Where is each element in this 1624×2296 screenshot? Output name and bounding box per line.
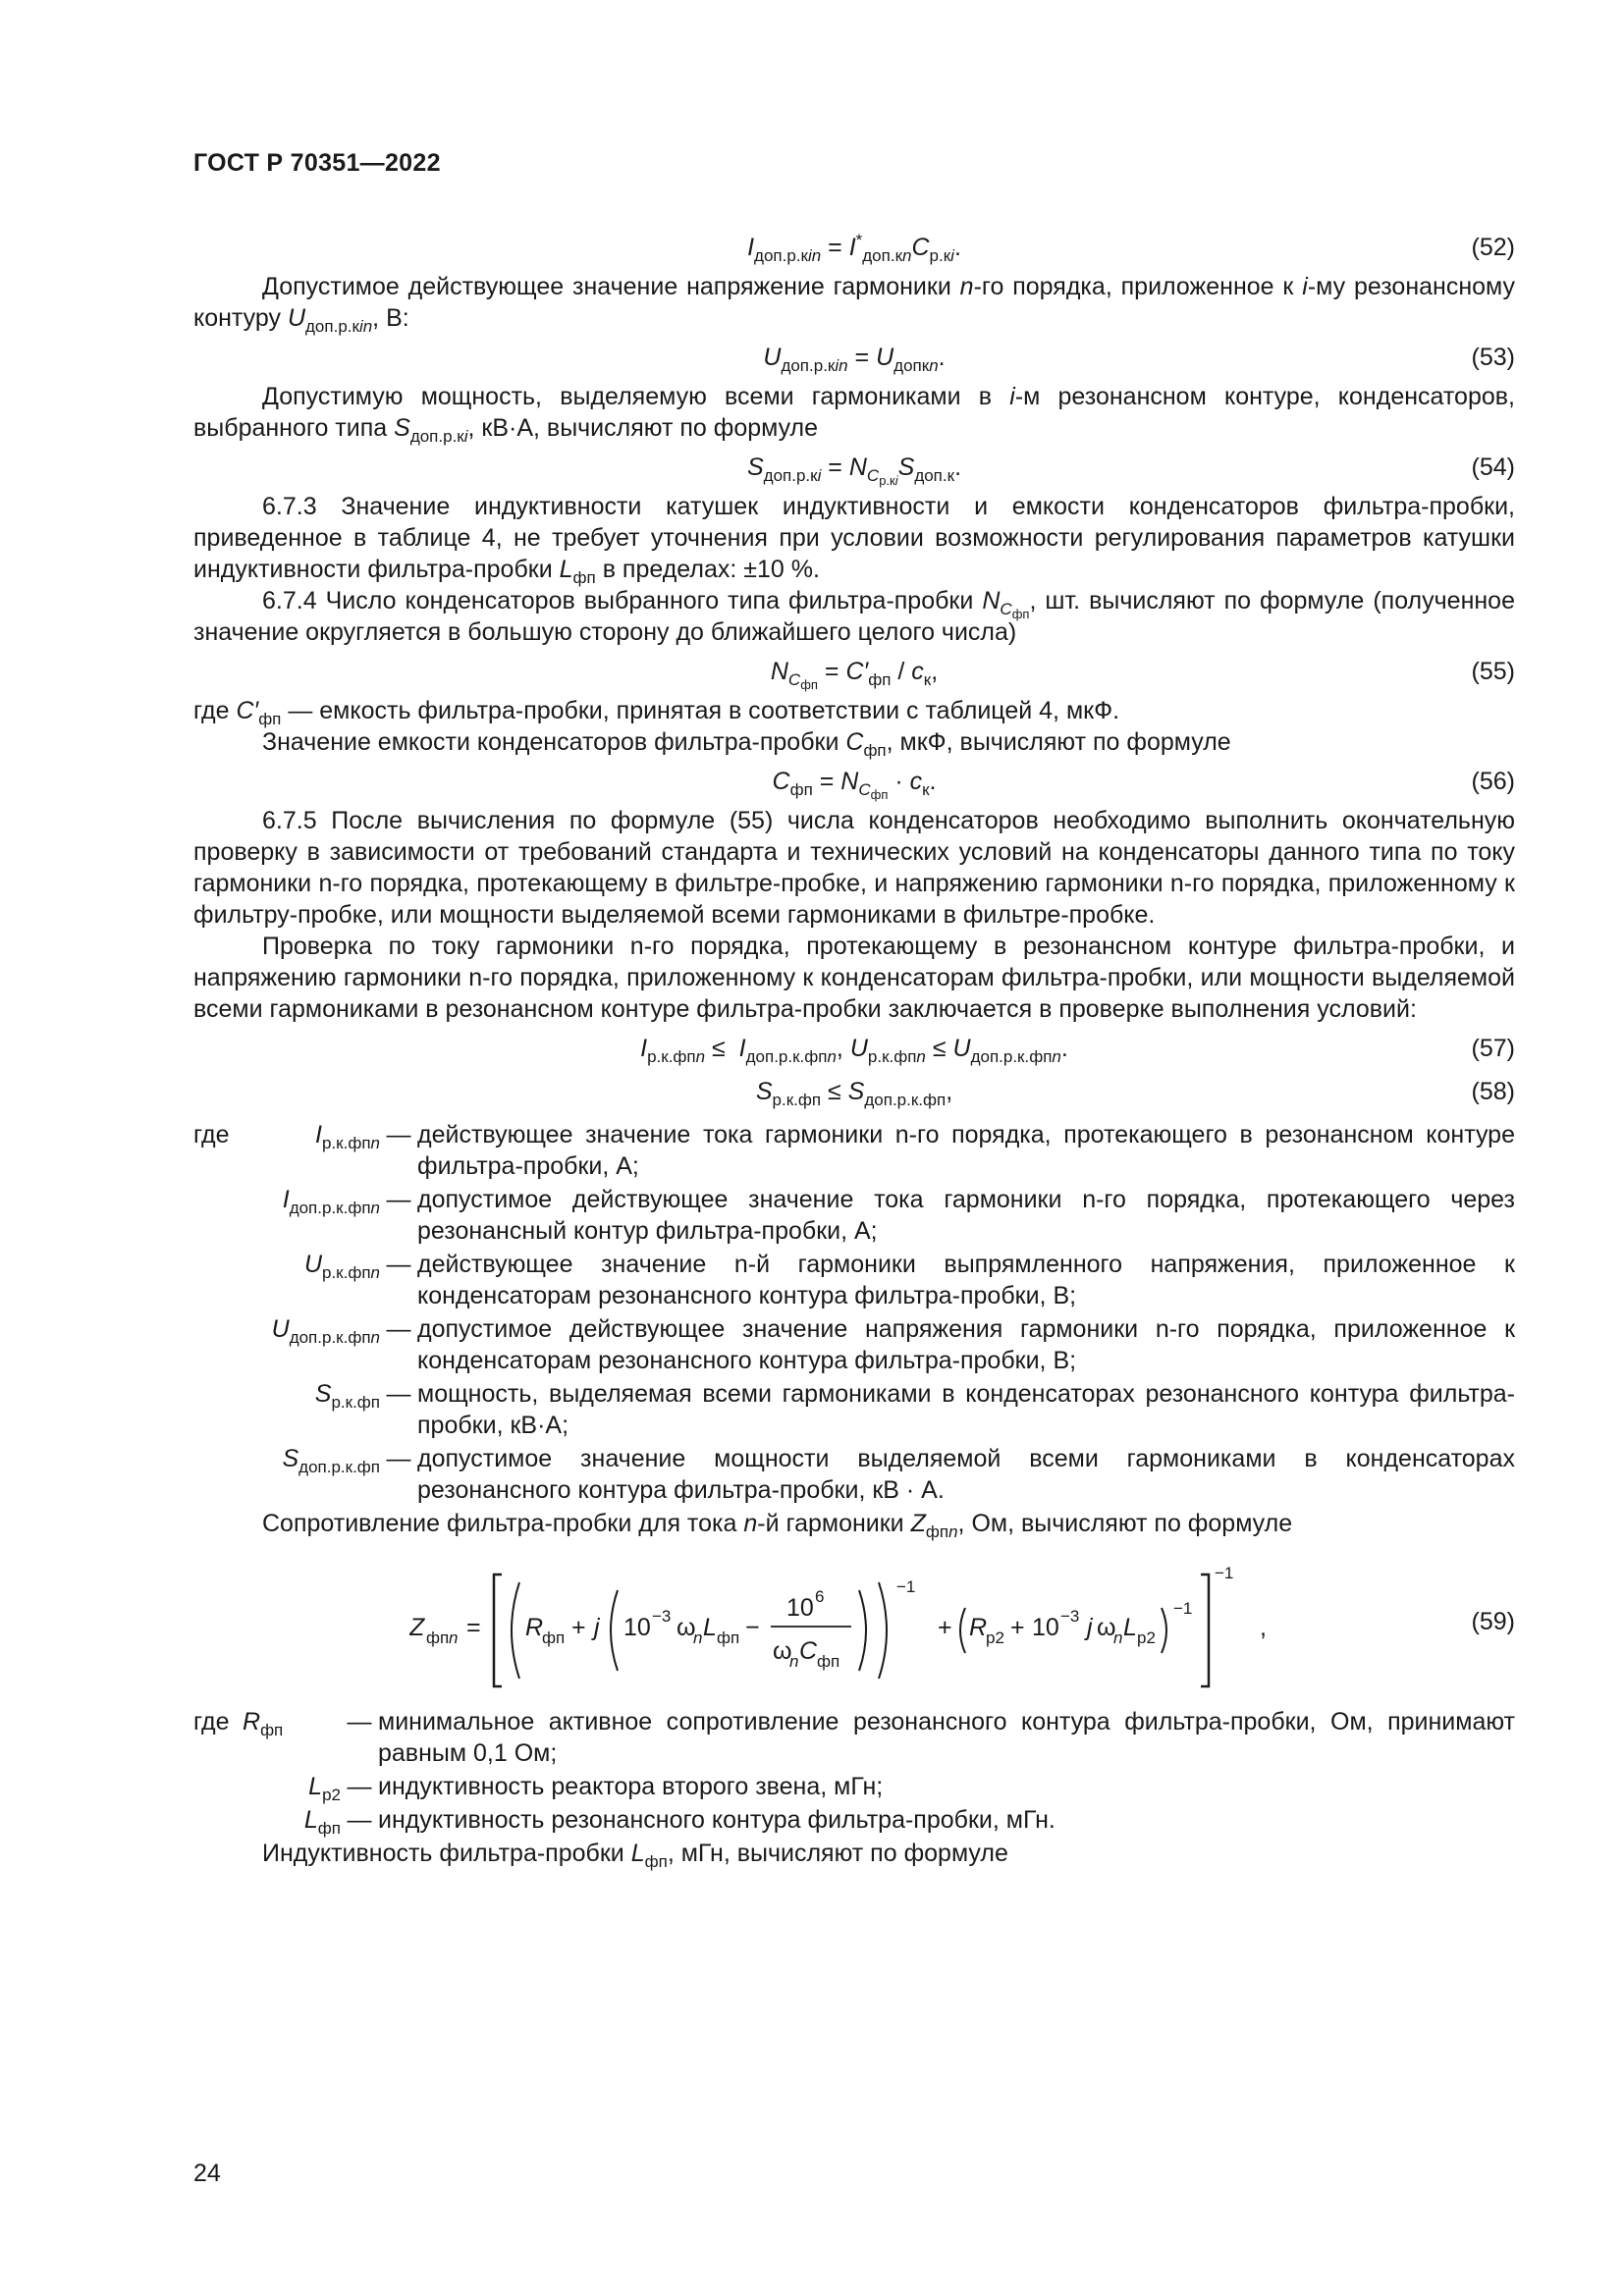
svg-text:−1: −1 (896, 1577, 916, 1596)
paragraph: 6.7.3 Значение индуктивности катушек индуктивности и емкости конденсаторов фильтра-пробки, приведенное в таблице 4, не требует уточнения при условии возможности регулирования параметров катушки индуктивности фильтра-пробки $L_{фп}$ в пределах: ±10 %. (193, 493, 1515, 587)
definitions-list (193, 1706, 1515, 1836)
equation-58 (193, 1072, 1515, 1111)
svg-text:L: L (703, 1614, 717, 1641)
svg-text:10: 10 (786, 1594, 814, 1622)
definition-item: $U_{р.к.фпn}$ — действующее значение n-й гармоники выпрямленного напряжения, приложенное к конденсаторам резонансного контура фильтра-пробки, В; (303, 1251, 1515, 1309)
svg-text:р2: р2 (1137, 1629, 1156, 1647)
page-content (193, 224, 1515, 1869)
svg-text:фп: фп (817, 1652, 840, 1671)
svg-text:−1: −1 (1173, 1599, 1193, 1618)
equation-57 (193, 1029, 1515, 1068)
paragraph: Сопротивление фильтра-пробки для тока n-й гармоники $Z_{фпn}$, Ом, вычисляют по формуле (262, 1510, 1293, 1541)
equation-54-expression: $S_{доп.р.кi} = N_{C_{р.кi}}S_{доп.к}$. (746, 454, 962, 488)
equation-number: (52) (1471, 234, 1515, 261)
svg-text:−1: −1 (1215, 1564, 1234, 1582)
svg-text:=: = (466, 1614, 481, 1641)
equation-number: (54) (1471, 454, 1515, 481)
svg-text:ω: ω (677, 1614, 696, 1641)
svg-text:j: j (594, 1614, 600, 1641)
svg-text:n: n (1113, 1629, 1123, 1647)
paragraph: где $C'_{фп}$ — емкость фильтра-пробки, принятая в соответствии с таблицей 4, мкФ. (193, 697, 1120, 728)
equation-55-expression: $N_{C_{фп}} = C'_{фп} / c_к$, (770, 658, 939, 692)
svg-text:+: + (938, 1614, 952, 1641)
svg-text:ω: ω (773, 1637, 792, 1665)
equation-53 (193, 338, 1515, 377)
paragraph: Допустимую мощность, выделяемую всеми гармониками в i-м резонансном контуре, конденсаторов, выбранного типа $S_{доп.р.кi}$, кВ·А, вычисляют по формуле (193, 383, 1515, 446)
equation-number: (53) (1471, 344, 1515, 371)
definition-item: $I_{доп.р.к.фпn}$ — допустимое действующее значение тока гармоники n-го порядка, протекающего через резонансный контур фильтра-пробки, А; (282, 1186, 1515, 1245)
svg-text:R: R (525, 1614, 544, 1641)
svg-text:фп: фп (426, 1629, 450, 1647)
svg-text:6: 6 (815, 1587, 825, 1606)
svg-text:j: j (1087, 1614, 1093, 1641)
equation-59-expression (409, 1553, 1391, 1698)
paragraph: Допустимое действующее значение напряжение гармоники n-го порядка, приложенное к i-му резонансному контуру $U_{доп.р.кin}$, В: (193, 273, 1516, 336)
svg-text:10: 10 (623, 1614, 651, 1641)
svg-text:L: L (1123, 1614, 1137, 1641)
svg-text:,: , (1260, 1614, 1267, 1641)
equation-53-expression: $U_{доп.р.кin} = U_{допкn}$. (763, 344, 946, 375)
definition-item: $S_{доп.р.к.фп}$ — допустимое значение мощности выделяемой всеми гармониками в конденсаторах резонансного контура фильтра-пробки, кВ · А. (282, 1445, 1515, 1504)
svg-text:C: C (799, 1637, 818, 1665)
equation-54 (193, 448, 1515, 487)
definition-item: $S_{р.к.фп}$ — мощность, выделяемая всеми гармониками в конденсаторах резонансного контура фильтра-пробки, кВ·А; (314, 1380, 1515, 1439)
equation-number: (59) (1471, 1608, 1515, 1635)
svg-text:фп: фп (717, 1629, 740, 1647)
equation-number: (55) (1471, 658, 1515, 685)
equation-56 (193, 762, 1515, 801)
equation-number: (56) (1471, 768, 1515, 795)
definition-item: $L_{фп}$ — индуктивность резонансного контура фильтра-пробки, мГн. (303, 1806, 1056, 1838)
svg-text:фп: фп (542, 1629, 566, 1647)
definition-item: где $I_{р.к.фпn}$ — действующее значение тока гармоники n-го порядка, протекающего в резонансном контуре фильтра-пробки, А; (193, 1121, 1515, 1180)
svg-text:+: + (1010, 1614, 1025, 1641)
equation-52-expression: $I_{доп.р.кin} = I^*_{доп.кn}C_{р.кi}$. (747, 231, 961, 265)
svg-text:−3: −3 (1060, 1607, 1080, 1626)
definition-item: $U_{доп.р.к.фпn}$ — допустимое действующее значение напряжения гармоники n-го порядка, приложенное к конденсаторам резонансного контура фильтра-пробки, В; (271, 1315, 1515, 1374)
svg-text:Z: Z (409, 1614, 425, 1641)
svg-text:ω: ω (1097, 1614, 1116, 1641)
paragraph: 6.7.4 Число конденсаторов выбранного типа фильтра-пробки $N_{C_{фп}}$, шт. вычисляют по формуле (полученное значение округляется в большую сторону до ближайшего целого числа) (193, 587, 1515, 646)
equation-55 (193, 652, 1515, 691)
equation-number: (57) (1471, 1035, 1515, 1062)
definition-item: $L_{р2}$ — индуктивность реактора второго звена, мГн; (308, 1773, 884, 1804)
definitions-list (193, 1119, 1515, 1506)
svg-text:−3: −3 (652, 1607, 672, 1626)
paragraph: Проверка по току гармоники n-го порядка, протекающему в резонансном контуре фильтра-пробки, и напряжению гармоники n-го порядка, приложенному к конденсаторам фильтра-пробки, или мощности выделяемой всеми гармониками в резонансном контуре фильтра-пробки заключается в проверке выполнения условий: (193, 933, 1515, 1023)
svg-text:р2: р2 (986, 1629, 1004, 1647)
svg-text:R: R (969, 1614, 988, 1641)
document-header: ГОСТ Р 70351—2022 (193, 149, 441, 177)
equation-56-expression: $C_{фп} = N_{C_{фп}} \cdot c_к$. (772, 768, 937, 802)
definition-item: где $R_{фп}$ — минимальное активное сопротивление резонансного контура фильтра-пробки, Ом, принимают равным 0,1 Ом; (193, 1708, 1515, 1767)
svg-text:+: + (571, 1614, 586, 1641)
paragraph: 6.7.5 После вычисления по формуле (55) числа конденсаторов необходимо выполнить окончательную проверку в зависимости от требований стандарта и технических условий на конденсаторы данного типа по току гармоники n-го порядка, протекающему в фильтре-пробке, и напряжению гармоники n-го порядка, приложенному к фильтру-пробке, или мощности выделяемой всеми гармониками в фильтре-пробке. (193, 807, 1515, 929)
equation-57-expression: $I_{р.к.фпn} \le I_{доп.р.к.фпn}$, $U_{р.к.фпn} \le U_{доп.р.к.фпn}$. (640, 1035, 1068, 1066)
paragraph: Индуктивность фильтра-пробки $L_{фп}$, мГн, вычисляют по формуле (262, 1840, 1008, 1871)
paragraph: Значение емкости конденсаторов фильтра-пробки $C_{фп}$, мкФ, вычисляют по формуле (262, 728, 1231, 760)
equation-number: (58) (1471, 1078, 1515, 1105)
equation-58-expression: $S_{р.к.фп} \le S_{доп.р.к.фп}$, (755, 1078, 953, 1109)
page-number: 24 (193, 2160, 221, 2187)
svg-text:10: 10 (1032, 1614, 1059, 1641)
svg-text:n: n (693, 1629, 703, 1647)
equation-59 (193, 1553, 1515, 1698)
svg-text:n: n (449, 1629, 459, 1647)
svg-text:−: − (745, 1614, 760, 1641)
equation-52 (193, 228, 1515, 267)
svg-text:n: n (789, 1652, 799, 1671)
